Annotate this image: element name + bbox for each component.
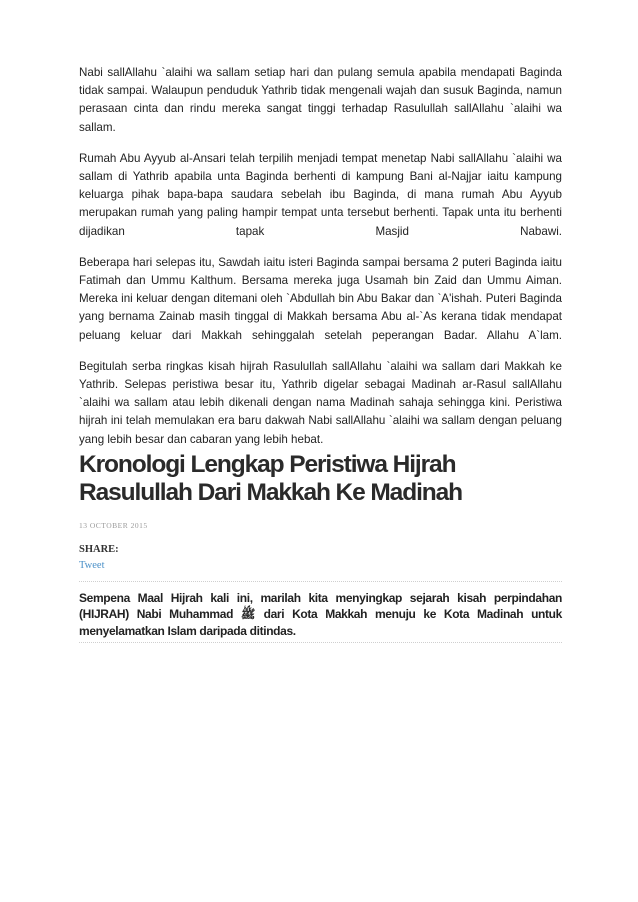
paragraph-1: Nabi sallAllahu `alaihi wa sallam setiap hari dan pulang semula apabila mendapati Baginda tidak sampai. Walaupun penduduk Yathrib tidak mengenali wajah dan susuk Baginda, namun perasaan cinta dan rindu mereka sangat tinggi terhadap Rasulullah sallAllahu `alaihi wa sallam. (79, 66, 562, 134)
share-label: SHARE: (79, 543, 119, 555)
article-date: 13 OCTOBER 2015 (79, 520, 148, 530)
paragraph-4: Begitulah serba ringkas kisah hijrah Rasulullah sallAllahu `alaihi wa sallam dari Makkah ke Yathrib. Selepas peristiwa besar itu, Yathrib digelar sebagai Madinah ar-Rasul sallAllahu `alaihi wa sallam atau lebih dikenali dengan nama Madinah sahaja sehingga kini. Peristiwa hijrah ini telah memulakan era baru dakwah Nabi sallAllahu `alaihi wa sallam dengan peluang yang lebih besar dan cabaran yang lebih hebat. (79, 359, 562, 446)
tweet-link[interactable]: Tweet (79, 559, 105, 571)
divider (79, 581, 562, 582)
content-column (79, 64, 562, 643)
paragraph-2: Rumah Abu Ayyub al-Ansari telah terpilih menjadi tempat menetap Nabi sallAllahu `alaihi wa sallam di Yathrib apabila unta Baginda berhenti di kampung Bani al-Najjar iaitu kampung keluarga pihak bapa-bapa saudara sebelah ibu Baginda, di mana rumah Abu Ayyub merupakan rumah yang paling hampir tempat unta tersebut berhenti. Tapak unta itu berhenti dijadikan tapak Masjid Nabawi. (79, 151, 562, 238)
article-title: Kronologi Lengkap Peristiwa Hijrah Rasulullah Dari Makkah Ke Madinah (79, 450, 463, 506)
divider (79, 642, 562, 643)
article-lead: Sempena Maal Hijrah kali ini, marilah kita menyingkap sejarah kisah perpindahan (HIJRAH) Nabi Muhammad ﷺ dari Kota Makkah menuju ke Kota Madinah untuk menyelamatkan Islam daripada ditindas. (79, 590, 562, 638)
paragraph-3: Beberapa hari selepas itu, Sawdah iaitu isteri Baginda sampai bersama 2 puteri Baginda iaitu Fatimah dan Ummu Kalthum. Bersama mereka juga Usamah bin Zaid dan Ummu Aiman. Mereka ini keluar dengan ditemani oleh `Abdullah bin Abu Bakar dan `A'ishah. Puteri Baginda yang bernama Zainab masih tinggal di Makkah bersama Abu al-`As kerana tidak mendapat peluang keluar dari Makkah sehinggalah setelah peperangan Badar. Allahu A`lam. (79, 255, 562, 342)
